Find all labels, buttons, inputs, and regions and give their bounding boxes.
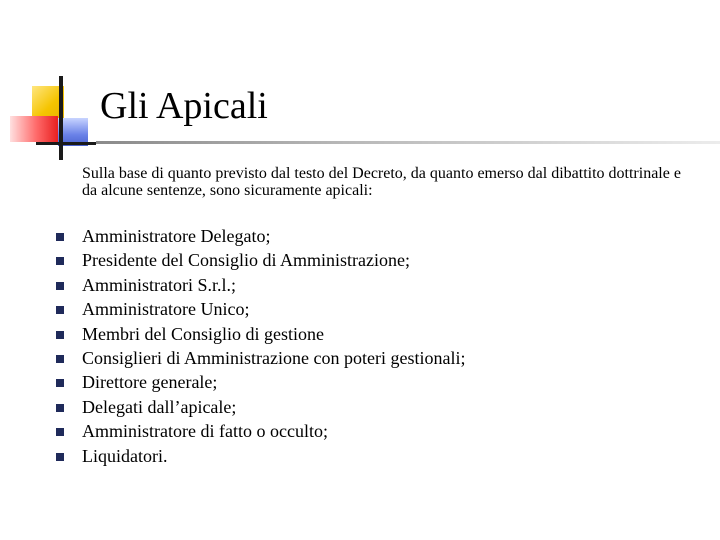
logo-red-square — [10, 116, 58, 142]
list-item — [52, 346, 712, 370]
square-bullet-icon — [56, 379, 64, 387]
list-item — [52, 444, 712, 468]
list-item — [52, 370, 712, 394]
list-item — [52, 419, 712, 443]
square-bullet-icon — [56, 282, 64, 290]
logo-horizontal-bar — [36, 142, 96, 145]
square-bullet-icon — [56, 404, 64, 412]
list-item-text: Consiglieri di Amministrazione con poteri gestionali; — [82, 347, 466, 368]
list-item — [52, 322, 712, 346]
logo-vertical-bar — [59, 76, 63, 160]
list-item-text: Amministratore Delegato; — [82, 226, 271, 246]
list-item-text: Presidente del Consiglio di Amministrazione; — [82, 250, 410, 271]
list-item — [52, 224, 712, 248]
slide-title: Gli Apicali — [100, 85, 268, 127]
square-bullet-icon — [56, 331, 64, 339]
title-divider — [96, 141, 720, 144]
square-bullet-icon — [56, 257, 64, 265]
list-item-text: Delegati dall’apicale; — [82, 396, 237, 417]
square-bullet-icon — [56, 355, 64, 363]
bullet-list — [52, 224, 712, 468]
list-item-text: Membri del Consiglio di gestione — [82, 323, 324, 344]
square-bullet-icon — [56, 233, 64, 241]
list-item-text: Direttore generale; — [82, 372, 218, 393]
list-item — [52, 273, 712, 297]
list-item — [52, 297, 712, 321]
list-item-text: Amministratori S.r.l.; — [82, 274, 237, 295]
title-logo-icon — [0, 0, 110, 170]
list-item-text: Amministratore Unico; — [82, 299, 250, 320]
square-bullet-icon — [56, 428, 64, 436]
intro-text: Sulla base di quanto previsto dal testo del Decreto, da quanto emerso dal dibattito dottrinale e da alcune sentenze, sono sicuramente apicali: — [82, 165, 681, 199]
list-item-text: Amministratore di fatto o occulto; — [82, 421, 328, 442]
list-item-text: Liquidatori. — [82, 445, 168, 466]
square-bullet-icon — [56, 306, 64, 314]
square-bullet-icon — [56, 453, 64, 461]
list-item — [52, 395, 712, 419]
list-item — [52, 248, 712, 272]
